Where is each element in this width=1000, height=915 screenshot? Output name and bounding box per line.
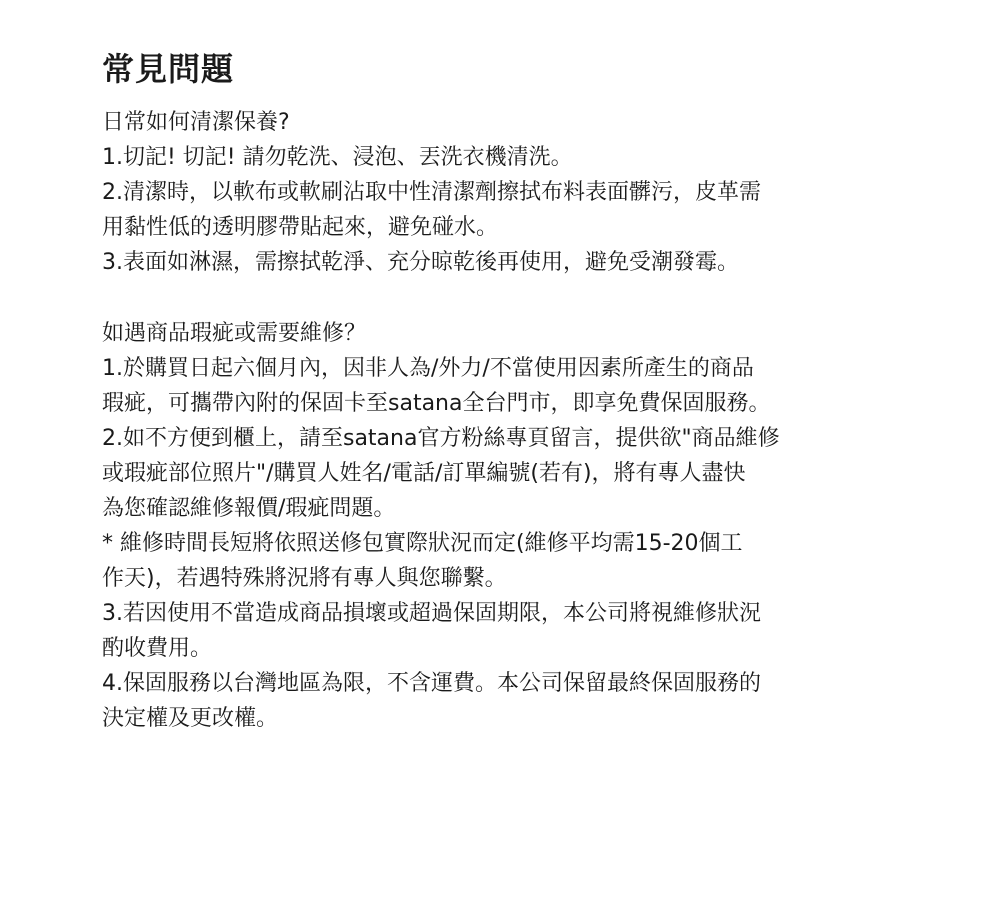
page-title: 常見問題: [102, 50, 235, 88]
faq-body: [102, 105, 902, 736]
care-line: 2.清潔時，以軟布或軟刷沾取中性清潔劑擦拭布料表面髒污，皮革需: [102, 180, 761, 205]
repair-line: 4.保固服務以台灣地區為限，不含運費。本公司保留最終保固服務的: [102, 671, 761, 696]
repair-line: 作天)，若遇特殊將況將有專人與您聯繫。: [102, 566, 507, 591]
care-heading: 日常如何清潔保養?: [102, 110, 290, 135]
repair-line: 3.若因使用不當造成商品損壞或超過保固期限，本公司將視維修狀況: [102, 601, 761, 626]
care-line: 3.表面如淋濕，需擦拭乾淨、充分晾乾後再使用，避免受潮發霉。: [102, 250, 739, 275]
section-spacer: [102, 280, 902, 316]
repair-line: 為您確認維修報價/瑕疵問題。: [102, 496, 396, 521]
repair-line: 或瑕疵部位照片"/購買人姓名/電話/訂單編號(若有)，將有專人盡快: [102, 461, 746, 486]
repair-line: 決定權及更改權。: [102, 706, 279, 731]
repair-heading: 如遇商品瑕疵或需要維修？: [102, 321, 367, 346]
repair-line: 1.於購買日起六個月內，因非人為/外力/不當使用因素所產生的商品: [102, 356, 754, 381]
care-line: 用黏性低的透明膠帶貼起來，避免碰水。: [102, 215, 499, 240]
faq-section: [102, 44, 902, 736]
repair-line: 2.如不方便到櫃上，請至satana官方粉絲專頁留言，提供欲"商品維修: [102, 426, 780, 451]
repair-line: 瑕疵，可攜帶內附的保固卡至satana全台門市，即享免費保固服務。: [102, 391, 771, 416]
repair-line: 酌收費用。: [102, 636, 213, 661]
care-line: 1.切記! 切記! 請勿乾洗、浸泡、丟洗衣機清洗。: [102, 145, 573, 170]
repair-line: * 維修時間長短將依照送修包實際狀況而定(維修平均需15-20個工: [102, 531, 743, 556]
